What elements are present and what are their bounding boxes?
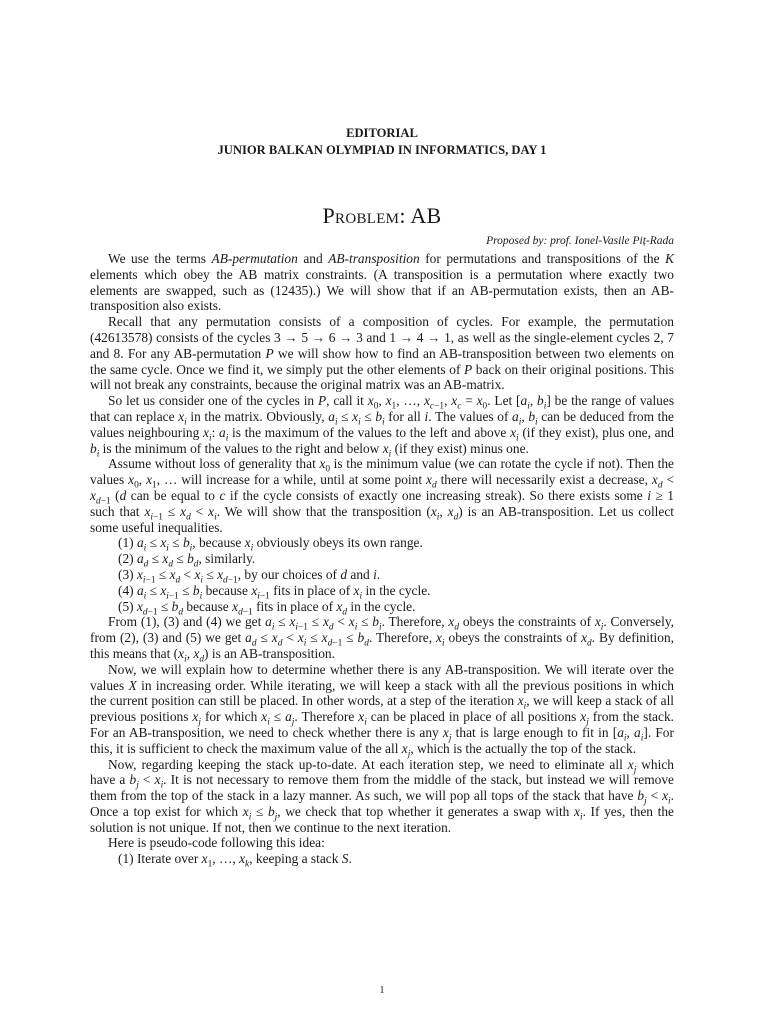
paragraph-stack: Now, regarding keeping the stack up-to-date. At each iteration step, we need to eliminate all $x_j$ which have a $b_j < x_i$. It is not necessary to remove them from the middle of the stack, but instead we will remove them from the top of the stack in a lazy manner. As such, we will pop all tops of the stack that have $b_j < x_i$. Once a top exist for which $x_i \le b_j$, we check that top whether it generates a swap with $x_i$. If yes, then the solution is not unique. If not, then we continue to the next iteration. [90,756,675,835]
list-item: (2) $a_d \le x_d \le b_d$, similarly. [118,551,256,570]
paragraph-intro: We use the terms AB-permutation and AB-transposition for permutations and transpositions of the K elements which obey the AB matrix constraints. (A transposition is a permutation where exactly two elements are swapped, such as (12435).) We will show that if an AB-permutation exists, then an AB-transposition also exists. [90,251,675,314]
paragraph-from: From (1), (3) and (4) we get $a_i \le x_{i-1} \le x_d < x_i \le b_i$. Therefore, $x_d$ obeys the constraints of $x_i$. Conversely, from (2), (3) and (5) we get $a_d \le x_d < x_i \le x_{d-1} \le b_d$. Therefore, $x_i$ obeys the constraints of $x_d$. By definition, this means that ($x_i$, $x_d$) is an AB-transposition. [90,614,675,665]
paragraph-cycles: Recall that any permutation consists of a composition of cycles. For example, the permutation (42613578) consists of the cycles 3 → 5 → 6 → 3 and 1 → 4 → 1, as well as the single-element cycles 2, 7 and 8. For any AB-permutation P we will show how to find an AB-transposition between two elements on the same cycle. Once we find it, we simply put the other elements of P back on their original positions. This will not break any constraints, because the original matrix was an AB-matrix. [90,314,674,393]
list-item: (1) Iterate over $x_1$, …, $x_k$, keeping a stack S. [118,851,352,870]
page-title: Problem: AB [322,203,442,228]
author-credit: Proposed by: prof. Ionel-Vasile Piț-Rada [486,235,674,247]
list-item: (4) $a_i \le x_{i-1} \le b_i$ because $x_{i-1}$ fits in place of $x_i$ in the cycle. [118,582,431,602]
list-item: (5) $x_{d-1} \le b_d$ because $x_{d-1}$ fits in place of $x_d$ in the cycle. [118,598,416,618]
list-item: (3) $x_{i-1} \le x_d < x_i \le x_{d-1}$, by our choices of d and i. [118,566,381,586]
paper-page [90,0,674,1024]
list-item: (1) $a_i \le x_i \le b_i$, because $x_i$ obviously obeys its own range. [118,535,423,555]
paragraph-pseudocode: Here is pseudo-code following this idea: [108,835,325,851]
header-editorial: EDITORIAL [346,126,418,140]
page-number: 1 [379,985,385,996]
paragraph-assume: Assume without loss of generality that $x_0$ is the minimum value (we can rotate the cycle if not). Then the values $x_0$, $x_1$, … will increase for a while, until at some point $x_d$ there will necessarily exist a decrease, $x_d < x_{d-1}$ (d can be equal to c if the cycle consists of exactly one increasing streak). So there exists some i ≥ 1 such that $x_{i-1} \le x_d < x_i$. We will show that the transposition ($x_i$, $x_d$) is an AB-transposition. Let us collect some useful inequalities. [90,456,674,535]
paragraph-range: So let us consider one of the cycles in P, call it $x_0$, $x_1$, …, $x_{c-1}$, $x_c = x_0$. Let [$a_i$, $b_i$] be the range of values that can replace $x_i$ in the matrix. Obviously, $a_i \le x_i \le b_i$ for all i. The values of $a_i$, $b_i$ can be deduced from the values neighbouring $x_i$: $a_i$ is the maximum of the values to the left and above $x_i$ (if they exist), plus one, and $b_i$ is the minimum of the values to the right and below $x_i$ (if they exist) minus one. [90,393,675,460]
paragraph-now: Now, we will explain how to determine whether there is any AB-transposition. We will iterate over the values X in increasing order. While iterating, we will keep a stack with all the previous positions in which the current position can still be placed. In other words, at a step of the iteration $x_i$, we will keep a stack of all previous positions $x_j$ for which $x_i \le a_j$. Therefore $x_i$ can be placed in place of all positions $x_j$ from the stack. For an AB-transposition, we need to check whether there is any $x_j$ that is large enough to fit in [$a_i$, $a_i$]. For this, it is sufficient to check the maximum value of the all $x_j$, which is the actually the top of the stack. [90,661,675,760]
header-competition: JUNIOR BALKAN OLYMPIAD IN INFORMATICS, DAY 1 [217,143,547,157]
article-body [90,251,675,870]
inequalities-list [90,535,674,618]
pseudocode-list [90,851,674,870]
